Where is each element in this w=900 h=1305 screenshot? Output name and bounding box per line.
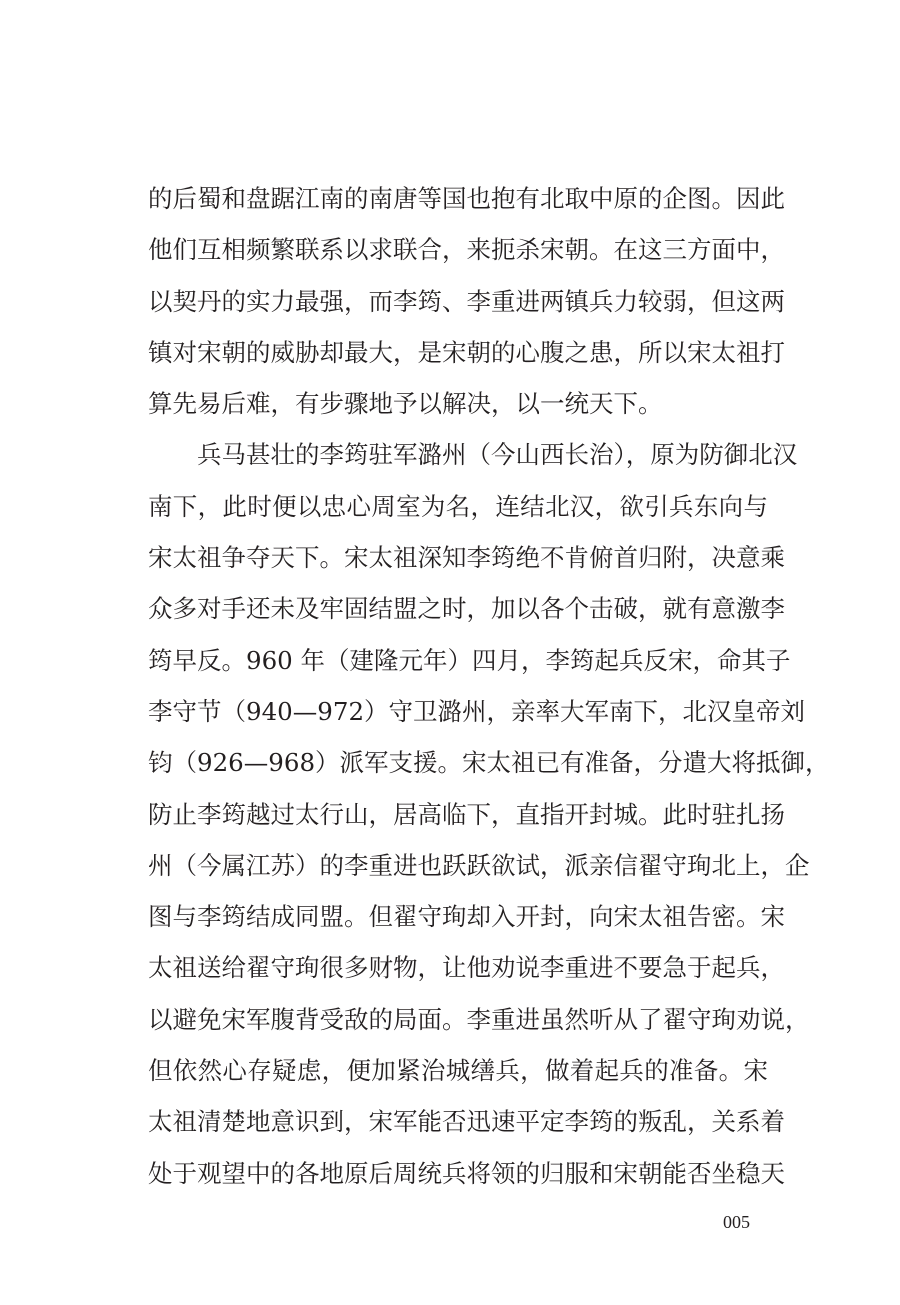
text-line: 图与李筠结成同盟。但翟守珣却入开封，向宋太祖告密。宋 — [148, 902, 785, 932]
body-text — [148, 176, 830, 1202]
page-number: 005 — [723, 1212, 750, 1232]
text-line: 的后蜀和盘踞江南的南唐等国也抱有北取中原的企图。因此 — [148, 184, 785, 213]
text-line: 筠早反。960 年（建隆元年）四月，李筠起兵反宋，命其子 — [148, 645, 791, 675]
text-line: 兵马甚壮的李筠驻军潞州（今山西长治），原为防御北汉 — [197, 440, 798, 470]
text-line: 南下，此时便以忠心周室为名，连结北汉，欲引兵东向与 — [148, 491, 768, 521]
text-line: 太祖送给翟守珣很多财物，让他劝说李重进不要急于起兵， — [148, 953, 785, 983]
text-line: 太祖清楚地意识到，宋军能否迅速平定李筠的叛乱，关系着 — [148, 1107, 785, 1137]
text-line: 以契丹的实力最强，而李筠、李重进两镇兵力较弱，但这两 — [148, 286, 785, 316]
text-line: 钧（926—968）派军支援。宋太祖已有准备，分遣大将抵御， — [148, 748, 830, 778]
text-line: 以避免宋军腹背受敌的局面。李重进虽然听从了翟守珣劝说， — [148, 1004, 810, 1034]
text-line: 李守节（940—972）守卫潞州，亲率大军南下，北汉皇帝刘 — [148, 696, 806, 726]
text-line: 算先易后难，有步骤地予以解决，以一统天下。 — [148, 389, 663, 419]
text-line: 防止李筠越过太行山，居高临下，直指开封城。此时驻扎扬 — [148, 799, 785, 829]
text-line: 他们互相频繁联系以求联合，来扼杀宋朝。在这三方面中， — [148, 235, 785, 265]
text-line: 镇对宋朝的威胁却最大，是宋朝的心腹之患，所以宋太祖打 — [148, 337, 785, 367]
text-line: 众多对手还未及牢固结盟之时，加以各个击破，就有意激李 — [148, 594, 785, 624]
text-line: 宋太祖争夺天下。宋太祖深知李筠绝不肯俯首归附，决意乘 — [148, 543, 785, 573]
text-line: 处于观望中的各地原后周统兵将领的归服和宋朝能否坐稳天 — [148, 1158, 785, 1188]
text-line: 州（今属江苏）的李重进也跃跃欲试，派亲信翟守珣北上，企 — [148, 850, 810, 880]
text-line: 但依然心存疑虑，便加紧治城缮兵，做着起兵的准备。宋 — [148, 1056, 768, 1086]
